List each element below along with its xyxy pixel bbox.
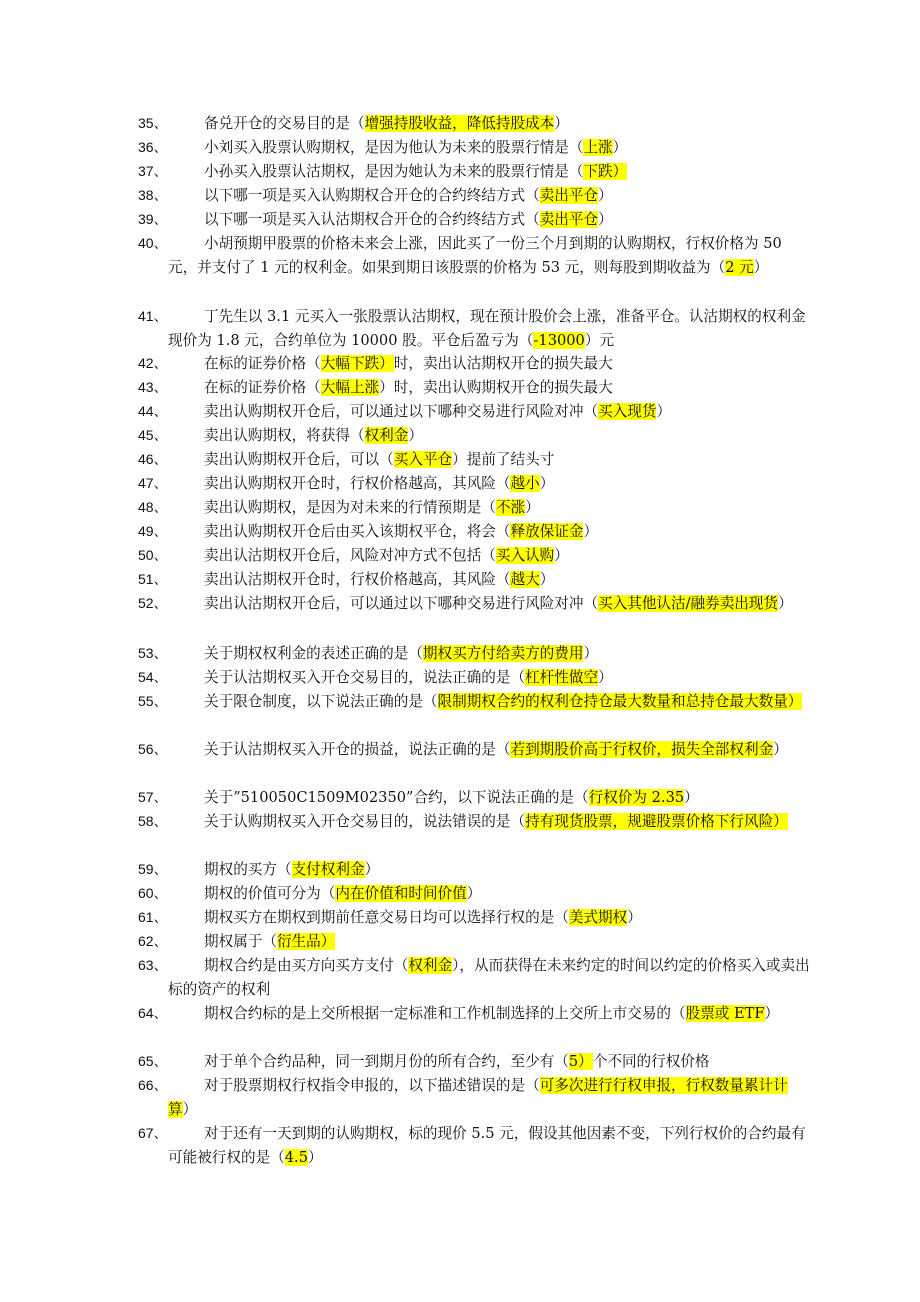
question-text-tail: ）	[525, 499, 540, 516]
question-46	[130, 448, 810, 472]
highlighted-answer: 大幅下跌）	[320, 355, 394, 372]
question-text: 在标的证券价格（	[204, 355, 321, 372]
question-40	[130, 232, 810, 279]
question-text: 期权合约标的是上交所根据一定标准和工作机制选择的上交所上市交易的（	[204, 1005, 686, 1022]
question-text-tail: ）	[466, 885, 482, 902]
question-text-tail: ）	[554, 547, 569, 564]
question-51	[130, 568, 810, 592]
question-text-tail: ）	[583, 645, 599, 662]
question-text-tail: ）	[773, 741, 788, 758]
question-text-tail: 时，卖出认沽期权开仓的损失最大	[393, 355, 613, 372]
question-35	[130, 112, 810, 136]
question-text-tail: ）	[182, 1100, 198, 1118]
question-text-tail: ）	[598, 669, 613, 686]
highlighted-answer: 权利金	[408, 957, 453, 974]
question-number: 48、	[138, 499, 168, 515]
highlighted-answer: 股票或 ETF	[685, 1005, 765, 1022]
question-number: 67、	[138, 1125, 168, 1141]
question-text-tail: ）	[764, 1005, 780, 1022]
question-number: 57、	[138, 789, 168, 805]
question-text-tail: ）	[364, 861, 380, 878]
question-64	[130, 1002, 810, 1026]
question-number: 41、	[138, 308, 168, 324]
question-text: 以下哪一项是买入认沽期权合开仓的合约终结方式（	[204, 211, 540, 228]
highlighted-answer: 下跌）	[583, 163, 628, 180]
highlighted-answer: 不涨	[495, 499, 526, 516]
highlighted-answer: 支付权利金	[291, 861, 365, 878]
question-37	[130, 160, 810, 184]
highlighted-answer: 买入认购	[495, 547, 555, 564]
question-text-tail: ）	[778, 595, 793, 612]
question-text-tail: 个不同的行权价格	[592, 1053, 710, 1070]
question-text: 关于期权权利金的表述正确的是（	[204, 645, 423, 662]
highlighted-answer: 限制期权合约的权利仓持仓最大数量和总持仓最大数量）	[437, 693, 803, 710]
question-number: 58、	[138, 813, 168, 829]
question-43	[130, 376, 810, 400]
question-54	[130, 666, 810, 690]
question-67	[130, 1122, 810, 1169]
question-36	[130, 136, 810, 160]
question-text: 关于认沽期权买入开仓交易目的，说法正确的是（	[204, 669, 526, 686]
question-number: 49、	[138, 523, 168, 539]
question-text: 期权买方在期权到期前任意交易日均可以选择行权的是（	[204, 909, 569, 926]
question-number: 54、	[138, 669, 168, 685]
question-number: 60、	[138, 885, 168, 901]
question-44	[130, 400, 810, 424]
question-number: 51、	[138, 571, 168, 587]
highlighted-answer: 可多次进行行权申报，行权数量累计计算	[168, 1077, 788, 1118]
question-number: 38、	[138, 187, 168, 203]
question-text-tail: ）提前了结头寸	[452, 451, 555, 468]
highlighted-answer: 若到期股价高于行权价，损失全部权利金	[510, 741, 774, 758]
question-text-tail: ）	[612, 139, 628, 156]
question-number: 66、	[138, 1077, 168, 1093]
question-45	[130, 424, 810, 448]
highlighted-answer: 上涨	[583, 139, 613, 156]
highlighted-answer: 美式期权	[568, 909, 628, 926]
question-49	[130, 520, 810, 544]
question-text-tail: ）	[684, 789, 699, 806]
question-number: 61、	[138, 909, 168, 925]
question-text-tail: ）	[408, 427, 423, 444]
question-57	[130, 786, 810, 810]
question-text: 小孙买入股票认沽期权，是因为她认为未来的股票行情是（	[204, 163, 584, 180]
question-39	[130, 208, 810, 232]
highlighted-answer: 买入平仓	[393, 451, 453, 468]
highlighted-answer: 期权买方付给卖方的费用	[422, 645, 584, 662]
question-number: 47、	[138, 475, 168, 491]
question-56	[130, 738, 810, 762]
question-text: 卖出认沽期权开仓后，风险对冲方式不包括（	[204, 547, 496, 564]
question-number: 64、	[138, 1005, 168, 1021]
question-41	[130, 305, 810, 352]
highlighted-answer: 越小	[510, 475, 540, 492]
question-59	[130, 858, 810, 882]
question-text: 对于股票期权行权指令申报的，以下描述错误的是（	[204, 1077, 540, 1094]
highlighted-answer: 权利金	[364, 427, 409, 444]
question-text: 卖出认沽期权开仓后，可以通过以下哪种交易进行风险对冲（	[204, 595, 599, 612]
question-text-tail: ）	[753, 258, 769, 276]
question-text-tail: ）	[598, 187, 613, 204]
question-text: 对于单个合约品种，同一到期月份的所有合约，至少有（	[204, 1053, 569, 1070]
highlighted-answer: -13000	[533, 331, 585, 349]
question-text: 期权属于（	[204, 933, 277, 950]
question-number: 37、	[138, 163, 168, 179]
question-60	[130, 882, 810, 906]
question-text: 小胡预期甲股票的价格未来会上涨，因此买了一份三个月到期的认购期权，行权价格为 50 元，并支付了 1 元的权利金。如果到期日该股票的价格为 53 元，则每股到期收益为（	[168, 235, 782, 276]
highlighted-answer: 大幅上涨	[320, 379, 380, 396]
highlighted-answer: 5）	[568, 1053, 593, 1070]
question-text-tail: ）	[656, 403, 672, 420]
question-text-tail: ）元	[584, 331, 615, 349]
question-text: 卖出认购期权开仓后，可以通过以下哪种交易进行风险对冲（	[204, 403, 599, 420]
question-58	[130, 810, 810, 834]
question-38	[130, 184, 810, 208]
question-text: 丁先生以 3.1 元买入一张股票认沽期权，现在预计股价会上涨，准备平仓。认沽期权的权利金现价为 1.8 元，合约单位为 10000 股。平仓后盈亏为（	[168, 308, 806, 349]
question-number: 56、	[138, 741, 168, 757]
question-53	[130, 642, 810, 666]
question-text-tail: ）	[307, 1148, 323, 1166]
question-text: 卖出认购期权开仓后，可以（	[204, 451, 394, 468]
question-text-tail: ）	[539, 571, 555, 588]
question-48	[130, 496, 810, 520]
question-63	[130, 954, 810, 1001]
question-text: 卖出认购期权开仓后由买入该期权平仓，将会（	[204, 523, 511, 540]
highlighted-answer: 增强持股收益，降低持股成本	[364, 115, 555, 132]
question-text: 期权的买方（	[204, 861, 292, 878]
question-number: 39、	[138, 211, 168, 227]
question-61	[130, 906, 810, 930]
question-number: 65、	[138, 1053, 168, 1069]
question-65	[130, 1050, 810, 1074]
question-66	[130, 1074, 810, 1121]
question-text-tail: ）	[627, 909, 642, 926]
question-text-tail: ）	[554, 115, 569, 132]
question-text: 备兑开仓的交易目的是（	[204, 115, 365, 132]
question-55	[130, 690, 810, 714]
question-text: 以下哪一项是买入认购期权合开仓的合约终结方式（	[204, 187, 540, 204]
question-number: 46、	[138, 451, 168, 467]
highlighted-answer: 2 元	[725, 258, 754, 276]
question-text: 关于认购期权买入开仓交易目的，说法错误的是（	[204, 813, 526, 830]
question-text-tail: ）	[598, 211, 613, 228]
highlighted-answer: 越大	[510, 571, 540, 588]
question-text: 关于”510050C1509M02350”合约，以下说法正确的是（	[204, 789, 589, 806]
question-number: 36、	[138, 139, 168, 155]
question-text: 在标的证券价格（	[204, 379, 321, 396]
question-number: 43、	[138, 379, 168, 395]
question-number: 63、	[138, 957, 168, 973]
question-text: 期权的价值可分为（	[204, 885, 336, 902]
highlighted-answer: 卖出平仓	[539, 187, 599, 204]
question-number: 62、	[138, 933, 168, 949]
question-62	[130, 930, 810, 954]
question-text: 卖出认沽期权开仓时，行权价格越高，其风险（	[204, 571, 511, 588]
question-42	[130, 352, 810, 376]
question-number: 52、	[138, 595, 168, 611]
question-52	[130, 592, 810, 616]
highlighted-answer: 买入其他认沽/融券卖出现货	[598, 595, 779, 612]
highlighted-answer: 4.5	[284, 1148, 308, 1166]
highlighted-answer: 杠杆性做空	[525, 669, 599, 686]
question-text: 卖出认购期权，将获得（	[204, 427, 365, 444]
question-number: 59、	[138, 861, 168, 877]
highlighted-answer: 卖出平仓	[539, 211, 599, 228]
highlighted-answer: 内在价值和时间价值	[335, 885, 467, 902]
question-text: 卖出认购期权开仓时，行权价格越高，其风险（	[204, 475, 511, 492]
question-text: 小刘买入股票认购期权，是因为他认为未来的股票行情是（	[204, 139, 584, 156]
question-47	[130, 472, 810, 496]
question-text-tail: ）	[583, 523, 599, 540]
question-number: 40、	[138, 235, 168, 251]
highlighted-answer: 衍生品）	[276, 933, 336, 950]
question-50	[130, 544, 810, 568]
question-text-tail: ），从而获得在未来约定的时间以约定的价格买入或卖出标的资产的权利	[168, 957, 810, 998]
question-number: 35、	[138, 115, 168, 131]
question-text-tail: ）时，卖出认购期权开仓的损失最大	[379, 379, 613, 396]
highlighted-answer: 持有现货股票，规避股票价格下行风险）	[525, 813, 788, 830]
question-text: 关于限仓制度，以下说法正确的是（	[204, 693, 438, 710]
question-number: 53、	[138, 645, 168, 661]
question-text: 关于认沽期权买入开仓的损益，说法正确的是（	[204, 741, 511, 758]
question-number: 55、	[138, 693, 168, 709]
highlighted-answer: 买入现货	[598, 403, 657, 420]
question-text: 期权合约是由买方向买方支付（	[204, 957, 409, 974]
question-number: 42、	[138, 355, 168, 371]
highlighted-answer: 释放保证金	[510, 523, 584, 540]
question-number: 45、	[138, 427, 168, 443]
question-number: 44、	[138, 403, 168, 419]
question-text-tail: ）	[539, 475, 555, 492]
highlighted-answer: 行权价为 2.35	[588, 789, 685, 806]
question-text: 对于还有一天到期的认购期权，标的现价 5.5 元，假设其他因素不变，下列行权价的合约最有可能被行权的是（	[168, 1125, 806, 1166]
question-number: 50、	[138, 547, 168, 563]
question-text: 卖出认购期权，是因为对未来的行情预期是（	[204, 499, 496, 516]
